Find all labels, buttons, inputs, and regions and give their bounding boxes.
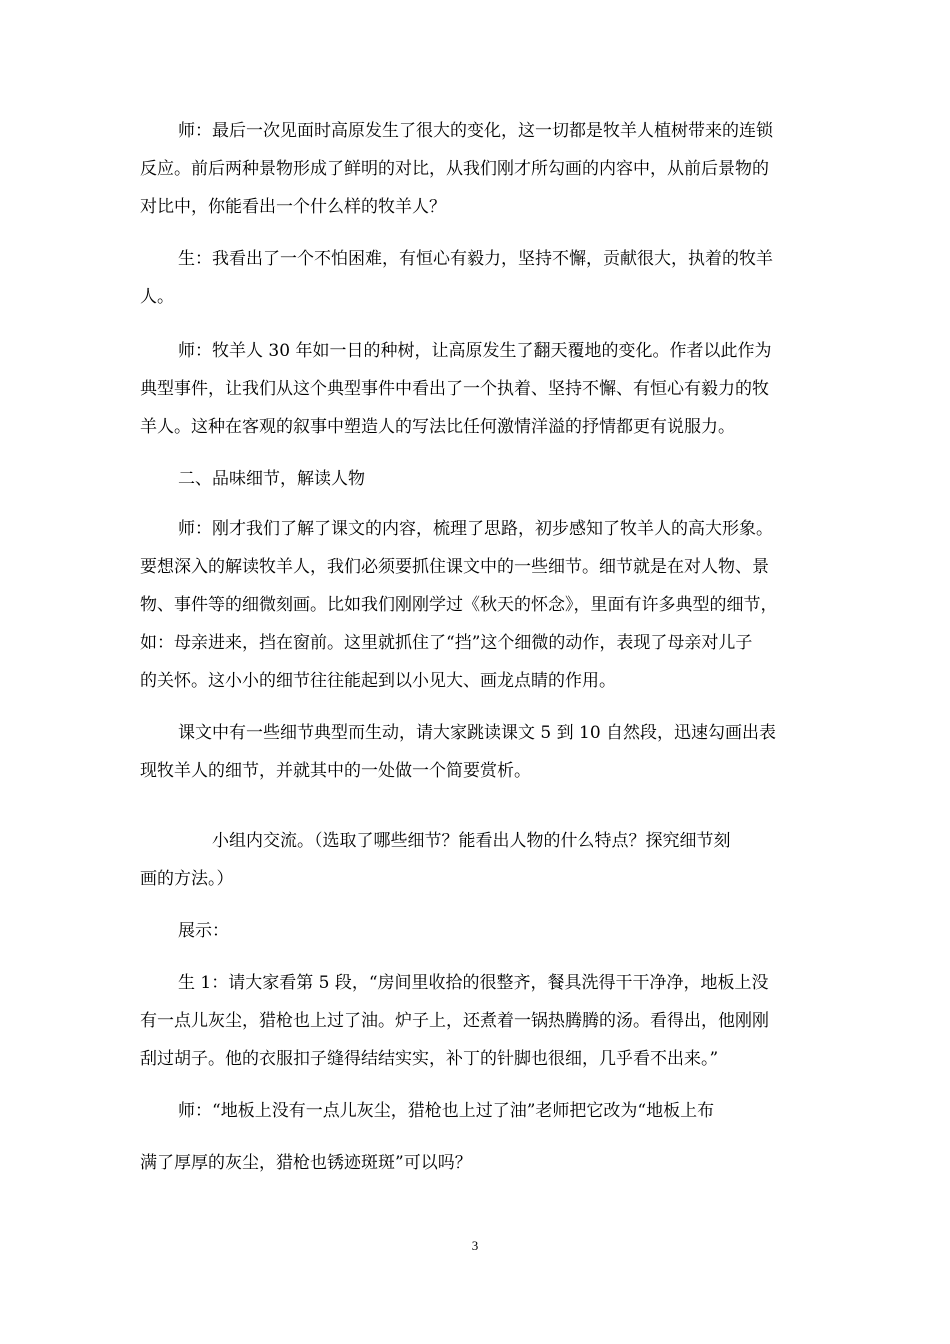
- text-line: 物、事件等的细微刻画。比如我们刚刚学过《秋天的怀念》，里面有许多典型的细节，: [140, 595, 778, 615]
- text-line: 羊人。这种在客观的叙事中塑造人的写法比任何激情洋溢的抒情都更有说服力。: [140, 417, 735, 437]
- text-line: 要想深入的解读牧羊人，我们必须要抓住课文中的一些细节。细节就是在对人物、景: [140, 557, 769, 577]
- paragraph-teacher-question-2-cont: [140, 1144, 830, 1182]
- text-line: 画的方法。）: [140, 869, 234, 889]
- text-line: 反应。前后两种景物形成了鲜明的对比，从我们刚才所勾画的内容中，从前后景物的: [140, 159, 769, 179]
- text-line: 小组内交流。（选取了哪些细节？能看出人物的什么特点？探究细节刻: [212, 831, 731, 851]
- section-heading: [140, 460, 830, 498]
- text-line: 课文中有一些细节典型而生动，请大家跳读课文 5 到 10 自然段，迅速勾画出表: [178, 723, 777, 743]
- text-line: 刮过胡子。他的衣服扣子缝得结结实实，补丁的针脚也很细，几乎看不出来。”: [140, 1049, 719, 1069]
- paragraph-student-answer-1: [140, 240, 830, 316]
- text-line: 生 1：请大家看第 5 段，“房间里收拾的很整齐，餐具洗得干干净净，地板上没: [178, 973, 769, 993]
- text-line: 生：我看出了一个不怕困难，有恒心有毅力，坚持不懈，贡献很大，执着的牧羊: [178, 249, 773, 269]
- text-line: 师：刚才我们了解了课文的内容，梳理了思路，初步感知了牧羊人的高大形象。: [178, 519, 773, 539]
- paragraph-teacher-question-2: [140, 1092, 830, 1130]
- text-line: 师：“地板上没有一点儿灰尘，猎枪也上过了油”老师把它改为“地板上布: [178, 1101, 715, 1121]
- text-line: 有一点儿灰尘，猎枪也上过了油。炉子上，还煮着一锅热腾腾的汤。看得出，他刚刚: [140, 1011, 769, 1031]
- text-line: 的关怀。这小小的细节往往能起到以小见大、画龙点睛的作用。: [140, 671, 616, 691]
- text-line: 典型事件，让我们从这个典型事件中看出了一个执着、坚持不懈、有恒心有毅力的牧: [140, 379, 769, 399]
- paragraph-teacher-summary: [140, 332, 830, 446]
- text-line: 师：最后一次见面时高原发生了很大的变化，这一切都是牧羊人植树带来的连锁: [178, 121, 773, 141]
- text-line: 展示：: [178, 921, 229, 941]
- page-number: 3: [471, 1238, 479, 1253]
- text-line: 现牧羊人的细节，并就其中的一处做一个简要赏析。: [140, 761, 531, 781]
- paragraph-teacher-question-1: [140, 112, 830, 226]
- paragraph-display-label: [140, 912, 830, 950]
- text-line: 如：母亲进来，挡在窗前。这里就抓住了“挡”这个细微的动作，表现了母亲对儿子: [140, 633, 753, 653]
- paragraph-student-answer-2: [140, 964, 830, 1078]
- section-heading-text: 二、品味细节，解读人物: [178, 469, 365, 489]
- paragraph-teacher-details: [140, 510, 830, 700]
- paragraph-task: [140, 714, 830, 790]
- text-line: 对比中，你能看出一个什么样的牧羊人？: [140, 197, 446, 217]
- paragraph-group-discussion: [140, 822, 830, 898]
- text-line: 师：牧羊人 30 年如一日的种树，让高原发生了翻天覆地的变化。作者以此作为: [178, 341, 772, 361]
- text-line: 满了厚厚的灰尘，猎枪也锈迹斑斑”可以吗？: [140, 1153, 472, 1173]
- text-line: 人。: [140, 287, 174, 307]
